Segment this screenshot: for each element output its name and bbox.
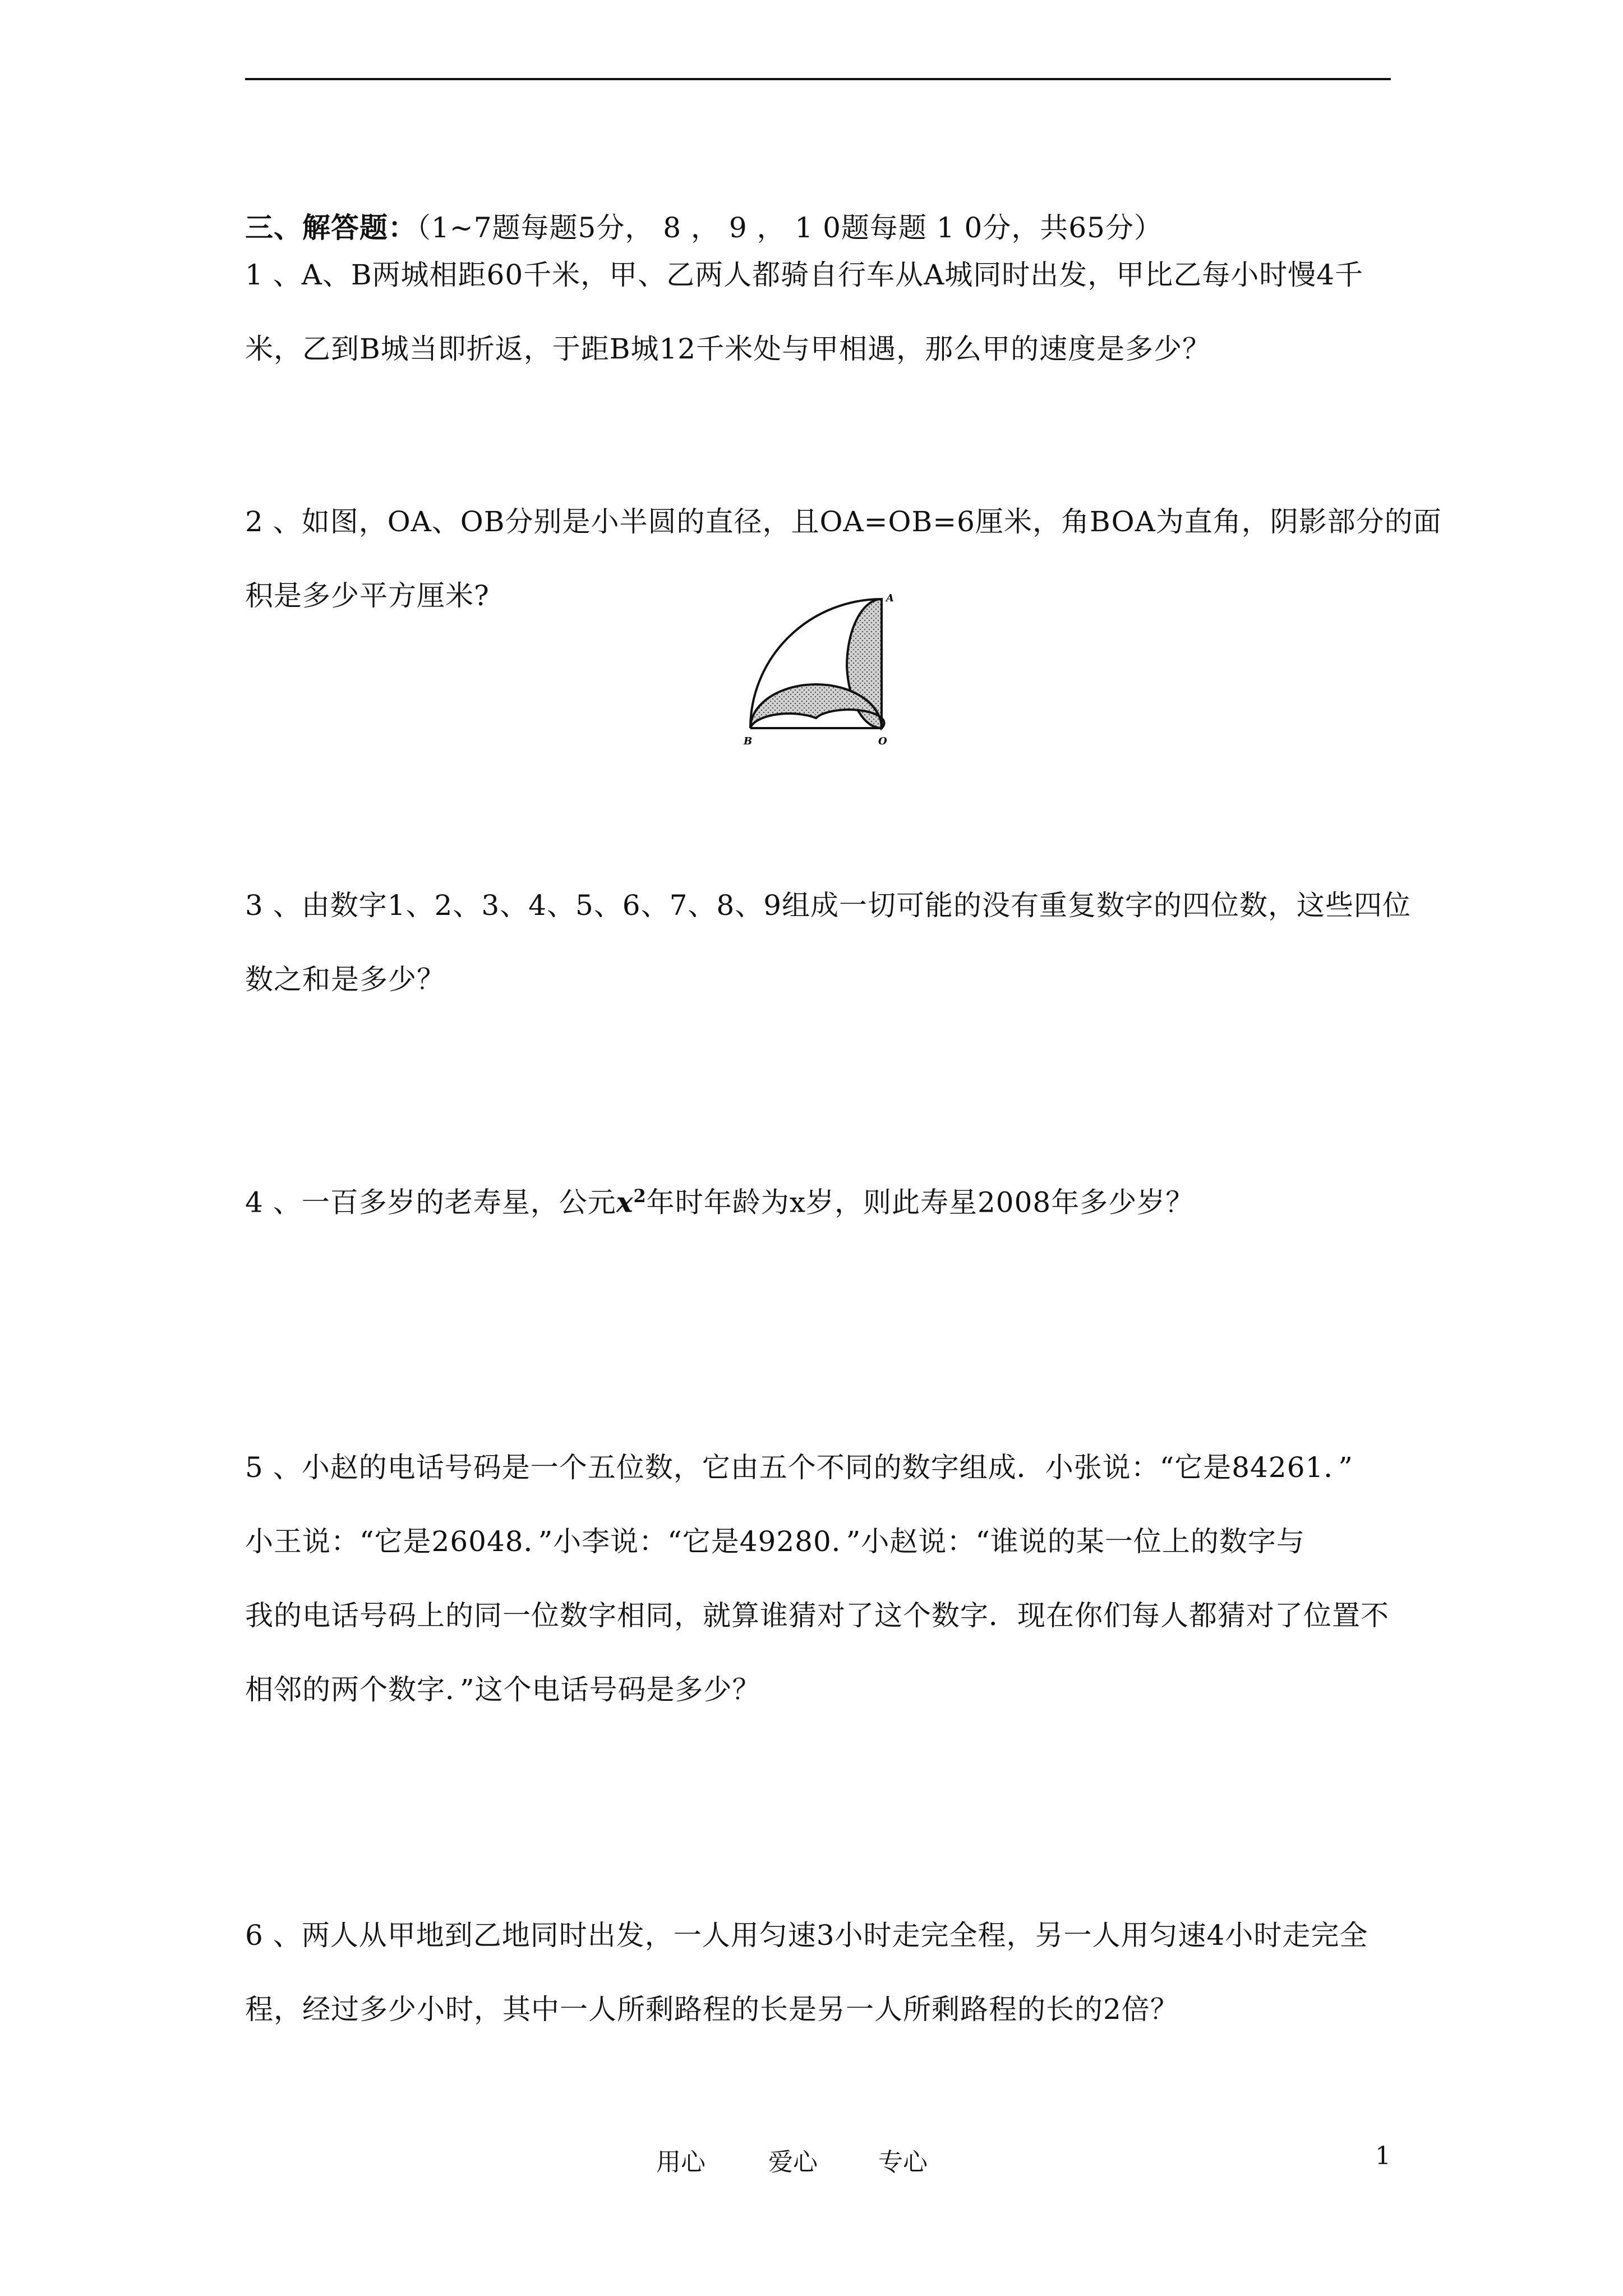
footer-word-2: 爱心 [768, 2148, 818, 2177]
question-line: 积是多少平方厘米? [245, 579, 490, 612]
page-number: 1 [1375, 2142, 1391, 2170]
question-line: 2 、如图，OA、OB分别是小半圆的直径，且OA=OB=6厘米，角BOA为直角，阴影部分的面 [245, 505, 1442, 538]
question-6 [245, 1898, 1395, 2046]
question-3 [245, 868, 1412, 1016]
exponent: 2 [633, 1185, 647, 1207]
header-rule [245, 78, 1391, 80]
footer-word-3: 专心 [878, 2148, 928, 2177]
question-line: 程，经过多少小时，其中一人所剩路程的长是另一人所剩路程的长的2倍？ [245, 1993, 1179, 2026]
question-1 [245, 238, 1395, 386]
section-note: （1~7题每题5分， 8 ， 9 ， 1 0题每题 1 0分，共65分） [417, 211, 1163, 244]
question-text: 4 、一百多岁的老寿星，公元 [245, 1186, 616, 1219]
question-line: 米，乙到B城当即折返，于距B城12千米处与甲相遇，那么甲的速度是多少？ [245, 333, 1211, 365]
question-text: 年时年龄为x岁，则此寿星2008年多少岁？ [646, 1186, 1195, 1219]
question-line: 我的电话号码上的同一位数字相同，就算谁猜对了这个数字．现在你们每人都猜对了位置不 [245, 1599, 1389, 1632]
variable-x: x [616, 1185, 634, 1219]
question-line: 6 、两人从甲地到乙地同时出发，一人用匀速3小时走完全程，另一人用匀速4小时走完全 [245, 1919, 1368, 1952]
question-line: 1 、A、B两城相距60千米，甲、乙两人都骑自行车从A城同时出发，甲比乙每小时慢4千 [245, 259, 1364, 291]
label-b: B [744, 735, 753, 747]
question-line: 数之和是多少？ [245, 963, 445, 996]
question-4 [245, 1159, 1395, 1233]
label-a: A [886, 592, 894, 604]
semicircle-figure [729, 583, 909, 752]
question-line: 小王说：“它是26048．”小李说：“它是49280．”小赵说：“谁说的某一位上的数字与 [245, 1525, 1305, 1558]
label-o: O [878, 735, 887, 747]
question-5 [245, 1430, 1395, 1727]
question-line: 5 、小赵的电话号码是一个五位数，它由五个不同的数字组成．小张说：“它是84261．” [245, 1451, 1353, 1484]
footer-word-1: 用心 [656, 2148, 706, 2177]
question-line: 3 、由数字1、2、3、4、5、6、7、8、9组成一切可能的没有重复数字的四位数，这些四位 [245, 889, 1412, 922]
question-line: 相邻的两个数字．”这个电话号码是多少？ [245, 1673, 761, 1706]
section-title: 三、解答题： [245, 211, 417, 244]
